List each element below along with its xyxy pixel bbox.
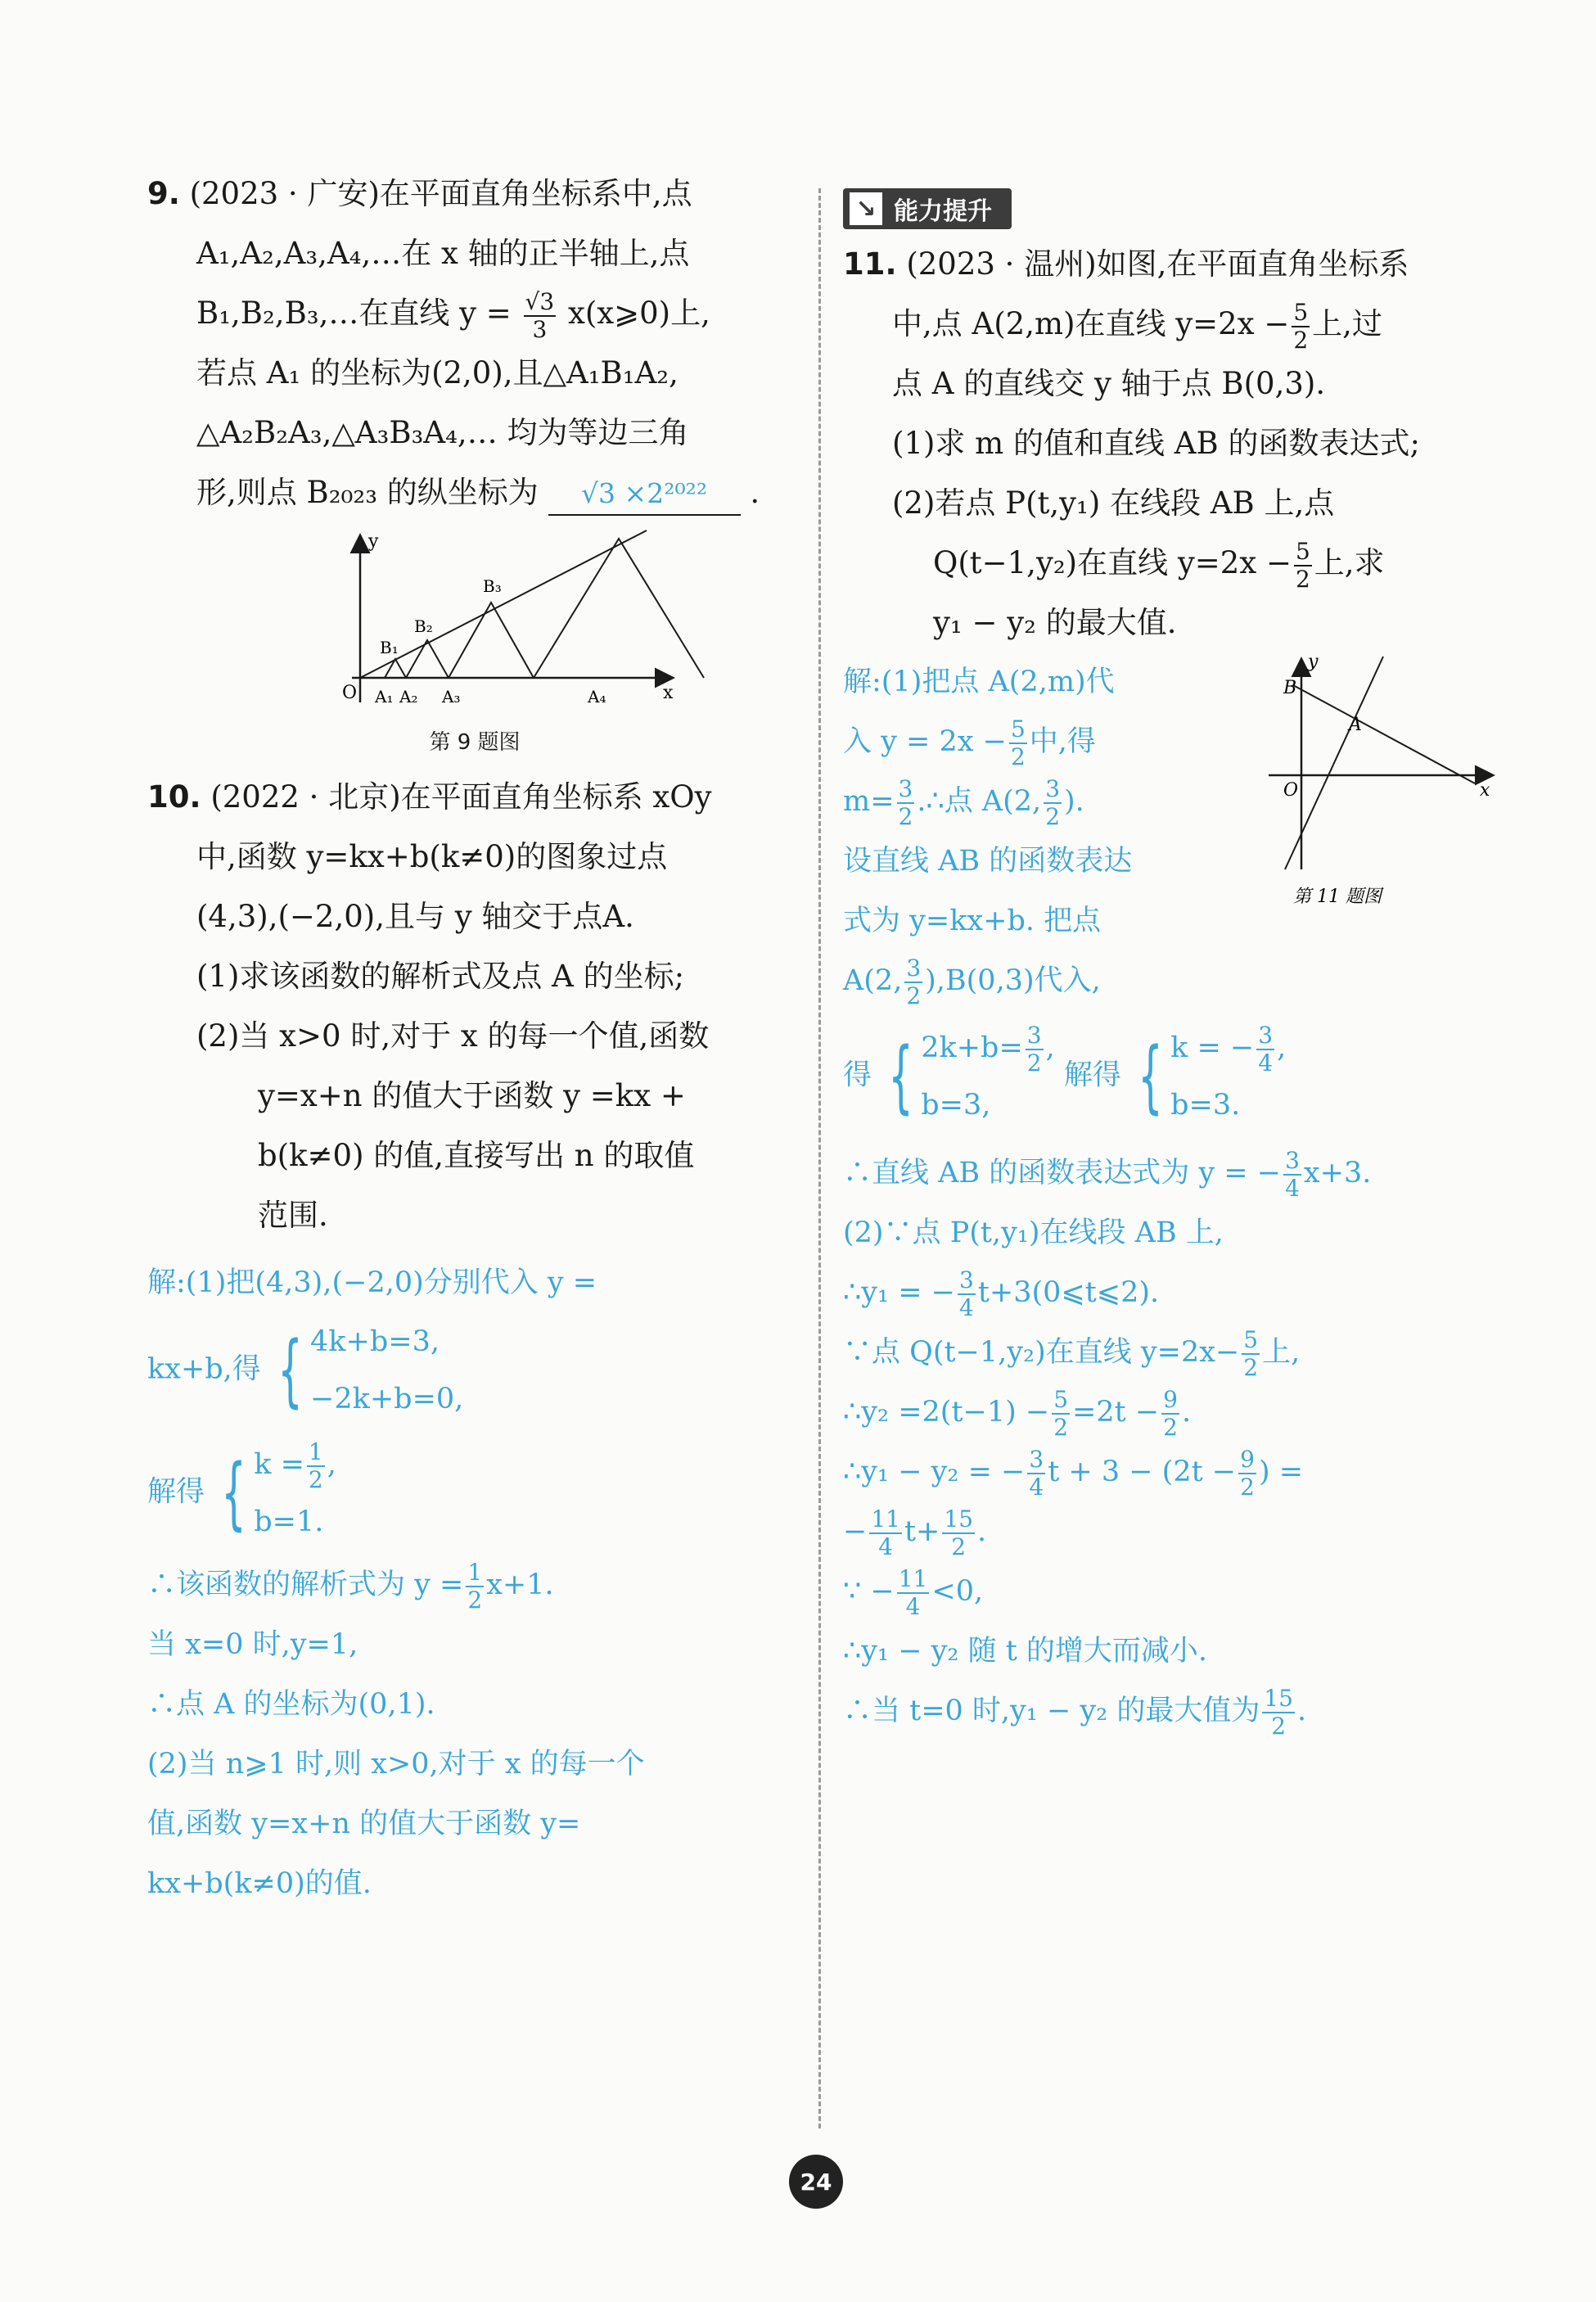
q9-line-1: 9. (2023 · 广安)在平面直角坐标系中,点 [147, 176, 692, 211]
q11-line-ab [1293, 685, 1475, 783]
q9-triangle-3 [449, 603, 534, 678]
q10-sol-line-4: ∴该函数的解析式为 y = $\frac{1}{2}$ x+1. [147, 1558, 554, 1614]
q10-sol-system-2: 解得 { k = $\frac{1}{2}$ , b=1. [147, 1438, 336, 1539]
q11-label-o: O [1283, 780, 1299, 801]
q9-label-x: x [663, 683, 674, 703]
column-divider [818, 188, 821, 2128]
q9-label-o: O [342, 683, 358, 703]
q9-label-b3: B₃ [483, 576, 502, 596]
q11-figure [1260, 652, 1498, 907]
question-11: 11. (2023 · 温州)如图,在平面直角坐标系 中,点 A(2,m)在直线 y=2x − $\frac{5}{2}$ 上,过 点 A 的直线交 y 轴于点 B(0,3). (1)求 m 的值和直线 AB 的函数表达式; (2)若点 P(t,y₁) 在线段 AB 上,点 Q(t−1,y₂)在直线 y=2x − $\frac{5}{2}$ 上,求 y₁ − y₂ 的最大值. 解:(1)把点 A(2,m)代 入 y = 2x − $\frac{5}{2}$ 中,得 m= $\frac{3}{2}$ .∴点 A(2, $\frac{3}{2}$ ). 设直线 AB 的函数表达 式为 y=kx+b. 把点 A(2, $\frac{3}{2}$ ),B(0,3)代入, y x O B A 第 11 题图 得 { 2k+b= $\frac{3}{2}$ , b=3, 解得 { k = − $\frac{3}{4}$ , b=3. ∴直线 AB 的函数表达式为 y = − $\frac{3}{4}$ x+3. (2)∵点 P(t,y₁)在线段 AB 上, ∴y₁ = − $\frac{3}{4}$ t+3(0⩽t⩽2). ∵点 Q(t−1,y₂)在直线 y=2x− $\frac{5}{2}$ 上, ∴y₂ =2(t−1) − $\frac{5}{2}$ =2t − $\frac{9}{2}$ . ∴y₁ − y₂ = − $\frac{3}{4}$ t + 3 − (2t − $\frac{9}{2}$ ) = − $\frac{11}{4}$ t+ $\frac{15}{2}$ . ∵ − $\frac{11}{4}$ <0, ∴y₁ − y₂ 随 t 的增大而减小. ∴当 t=0 时,y₁ − y₂ 的最大值为 $\frac{15}{2}$ . [843, 234, 1498, 1741]
q9-line-y-sqrt3x [360, 530, 647, 678]
q9-triangle-1 [385, 659, 406, 678]
arrow-down-right-icon: ↘ [850, 192, 882, 225]
q9-line-2: A₁,A₂,A₃,A₄,…在 x 轴的正半轴上,点 [196, 236, 690, 271]
left-column [147, 164, 802, 1914]
q9-triangle-2 [406, 640, 449, 678]
q11-figure-caption: 第 11 题图 [1293, 887, 1382, 907]
q9-figure [336, 530, 679, 719]
q9-label-b2: B₂ [414, 616, 433, 636]
q9-answer-blank: √3 ×2²⁰²² [548, 473, 741, 516]
q9-sqrt3-over-3: $\frac{√3}{3}$ [525, 287, 555, 343]
q9-triangle-4 [534, 539, 704, 678]
q9-figure-caption: 第 9 题图 [429, 730, 521, 755]
q9-label-a1: A₁ [375, 687, 394, 706]
q9-label-a2: A₂ [399, 687, 418, 706]
q9-line-4: 若点 A₁ 的坐标为(2,0),且△A₁B₁A₂, [196, 355, 679, 390]
q11-line-1: 11. (2023 · 温州)如图,在平面直角坐标系 [843, 246, 1409, 282]
right-column [843, 188, 1498, 1741]
q9-number: 9. [147, 176, 180, 211]
q11-label-a: A [1349, 715, 1362, 735]
q9-label-b1: B₁ [380, 638, 399, 657]
q9-line-5: △A₂B₂A₃,△A₃B₃A₄,… 均为等边三角 [196, 415, 689, 450]
q11-sol-systems: 得 { 2k+b= $\frac{3}{2}$ , b=3, 解得 { k = − $\frac{3}{4}$ , b=3. [843, 1021, 1287, 1122]
q9-label-a4: A₄ [588, 687, 606, 706]
q9-line-6: 形,则点 B₂₀₂₃ 的纵坐标为 √3 ×2²⁰²² . [147, 463, 802, 522]
q11-number: 11. [843, 246, 897, 282]
question-9 [147, 164, 802, 756]
q9-label-a3: A₃ [442, 687, 461, 706]
q9-line-3: B₁,B₂,B₃,…在直线 y = $\frac{√3}{3}$ x(x⩾0)上, [196, 287, 710, 343]
q11-label-y: y [1308, 652, 1319, 672]
section-badge: ↘ 能力提升 [843, 188, 1012, 229]
q10-number: 10. [147, 779, 201, 815]
question-10: 10. (2022 · 北京)在平面直角坐标系 xOy 中,函数 y=kx+b(k≠0)的图象过点 (4,3),(−2,0),且与 y 轴交于点A. (1)求该函数的解析式及点 A 的坐标; (2)当 x>0 时,对于 x 的每一个值,函数 y=x+n 的值大于函数 y =kx + b(k≠0) 的值,直接写出 n 的取值 范围. 解:(1)把(4,3),(−2,0)分别代入 y = kx+b,得 { 4k+b=3, −2k+b=0, 解得 { k = $\frac{1}{2}$ , b=1. ∴该函数的解析式为 y = $\frac{1}{2}$ x+1. 当 x=0 时,y=1, ∴点 A 的坐标为(0,1). (2)当 n⩾1 时,则 x>0,对于 x 的每一个 值,函数 y=x+n 的值大于函数 y= kx+b(k≠0)的值. [147, 767, 802, 1914]
page-number: 24 [789, 2155, 843, 2209]
q11-label-x: x [1480, 780, 1490, 801]
q10-sol-line-1: 解:(1)把(4,3),(−2,0)分别代入 y = [147, 1266, 597, 1299]
q10-sol-system-1: kx+b,得 { 4k+b=3, −2k+b=0, [147, 1325, 464, 1416]
q11-label-b: B [1283, 678, 1297, 698]
q9-label-y: y [368, 531, 379, 552]
q10-line-1: 10. (2022 · 北京)在平面直角坐标系 xOy [147, 779, 712, 815]
